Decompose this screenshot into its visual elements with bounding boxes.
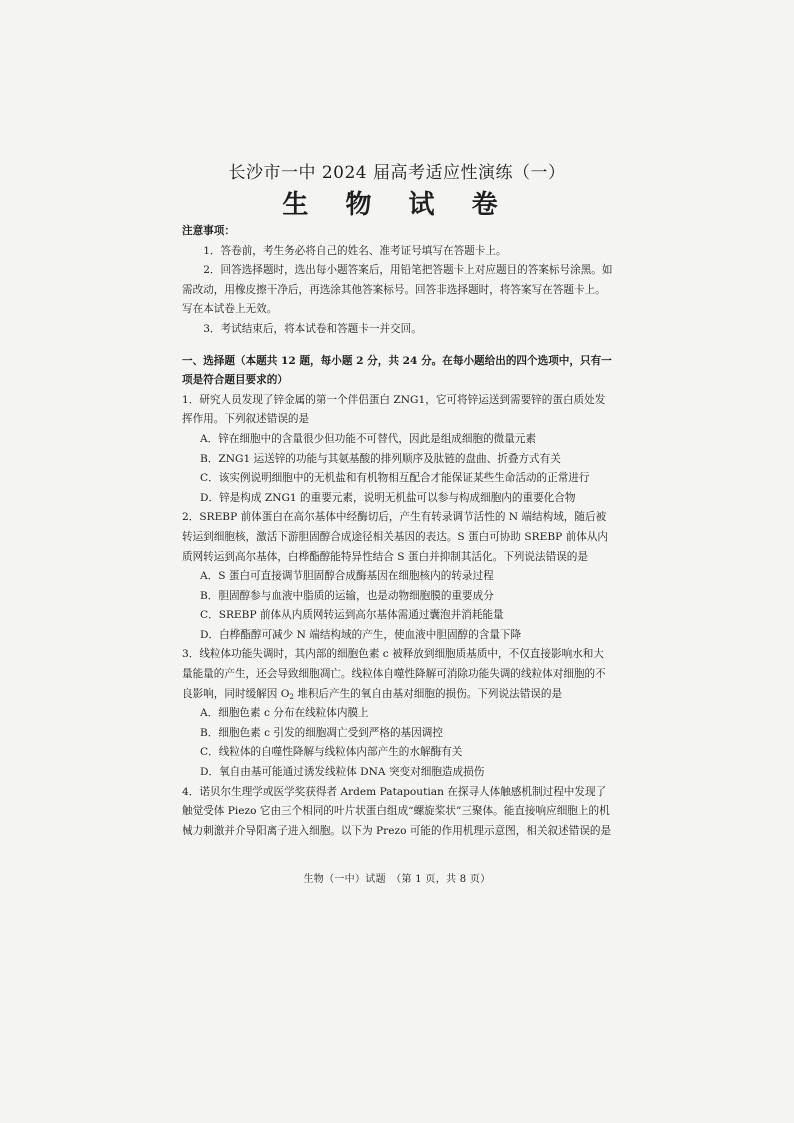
exam-content	[182, 222, 614, 841]
question-1-option-c: C．该实例说明细胞中的无机盐和有机物相互配合才能保证某些生命活动的正常进行	[200, 472, 590, 485]
section-1-heading: 一、选择题（本题共 12 题，每小题 2 分，共 24 分。在每小题给出的四个选项中，只有一项是符合题目要求的）	[182, 354, 612, 387]
question-3-stem	[182, 645, 614, 704]
notice-item-1: 1．答卷前，考生务必将自己的姓名、准考证号填写在答题卡上。	[203, 244, 507, 257]
question-3-stem-part-1: 3．线粒体功能失调时，其内部的细胞色素 c 被释放到细胞质基质中，不仅直接影响水和大量能量的产生，还会导致细胞凋亡。线粒体自噬性降解可消除功能失调的线粒体对细胞的不良影响，同时缓解因 O	[182, 648, 606, 700]
question-3-stem-part-2: 堆积后产生的氧自由基对细胞的损伤。下列说法错误的是	[293, 687, 563, 700]
question-4	[182, 783, 614, 842]
question-2	[182, 508, 614, 645]
question-1-stem: 1．研究人员发现了锌金属的第一个伴侣蛋白 ZNG1，它可将锌运送到需要锌的蛋白质处发挥作用。下列叙述错误的是	[182, 393, 606, 426]
question-1-option-d: D．锌是构成 ZNG1 的重要元素，说明无机盐可以参与构成细胞内的重要化合物	[200, 491, 576, 504]
question-3-option-c: C．线粒体的自噬性降解与线粒体内部产生的水解酶有关	[200, 746, 463, 759]
exam-title: 长沙市一中 2024 届高考适应性演练（一）	[228, 163, 566, 183]
question-1	[182, 391, 614, 509]
subject-title: 生 物 试 卷	[282, 190, 512, 220]
notice-heading: 注意事项：	[182, 225, 235, 237]
question-3-stem-subscript: 2	[289, 692, 294, 701]
question-2-stem: 2．SREBP 前体蛋白在高尔基体中经酶切后，产生有转录调节活性的 N 端结构域，随后被转运到细胞核，激活下游胆固醇合成途径相关基因的表达。S 蛋白可协助 SREBP 前体从内质网转运到高尔基体，白桦酯醇能特异性结合 S 蛋白并抑制其活化。下列说法错误的是	[182, 511, 609, 563]
notice-item-2: 2．回答选择题时，选出每小题答案后，用铅笔把答题卡上对应题目的答案标号涂黑。如需改动，用橡皮擦干净后，再选涂其他答案标号。回答非选择题时，将答案写在答题卡上。写在本试卷上无效。	[182, 264, 613, 316]
question-3-option-a: A．细胞色素 c 分布在线粒体内膜上	[200, 707, 369, 720]
question-3-option-b: B．细胞色素 c 引发的细胞凋亡受到严格的基因调控	[200, 726, 443, 739]
question-2-option-b: B．胆固醇参与血液中脂质的运输，也是动物细胞膜的重要成分	[200, 589, 494, 602]
question-3-option-d: D．氧自由基可能通过诱发线粒体 DNA 突变对细胞造成损伤	[200, 766, 485, 779]
page-footer: 生物（一中）试题 （第 1 页，共 8 页）	[303, 874, 491, 885]
question-3	[182, 645, 614, 782]
question-4-stem: 4．诺贝尔生理学或医学奖获得者 Ardem Patapoutian 在探寻人体触感机制过程中发现了触觉受体 Piezo 它由三个相同的叶片状蛋白组成“螺旋桨状”三聚体。能直接响应细胞上的机械力刺激并介导阳离子进入细胞。以下为 Prezo 可能的作用机理示意图，相关叙述错误的是	[182, 785, 612, 837]
question-2-option-c: C．SREBP 前体从内质网转运到高尔基体需通过囊泡并消耗能量	[200, 609, 504, 622]
question-2-option-d: D．白桦酯醇可减少 N 端结构域的产生，使血液中胆固醇的含量下降	[200, 628, 522, 641]
question-1-option-a: A．锌在细胞中的含量很少但功能不可替代，因此是组成细胞的微量元素	[200, 432, 537, 445]
question-2-option-a: A．S 蛋白可直接调节胆固醇合成酶基因在细胞核内的转录过程	[200, 570, 494, 583]
question-1-option-b: B．ZNG1 运送锌的功能与其氨基酸的排列顺序及肽链的盘曲、折叠方式有关	[200, 452, 561, 465]
notice-item-3: 3．考试结束后，将本试卷和答题卡一并交回。	[203, 322, 422, 335]
